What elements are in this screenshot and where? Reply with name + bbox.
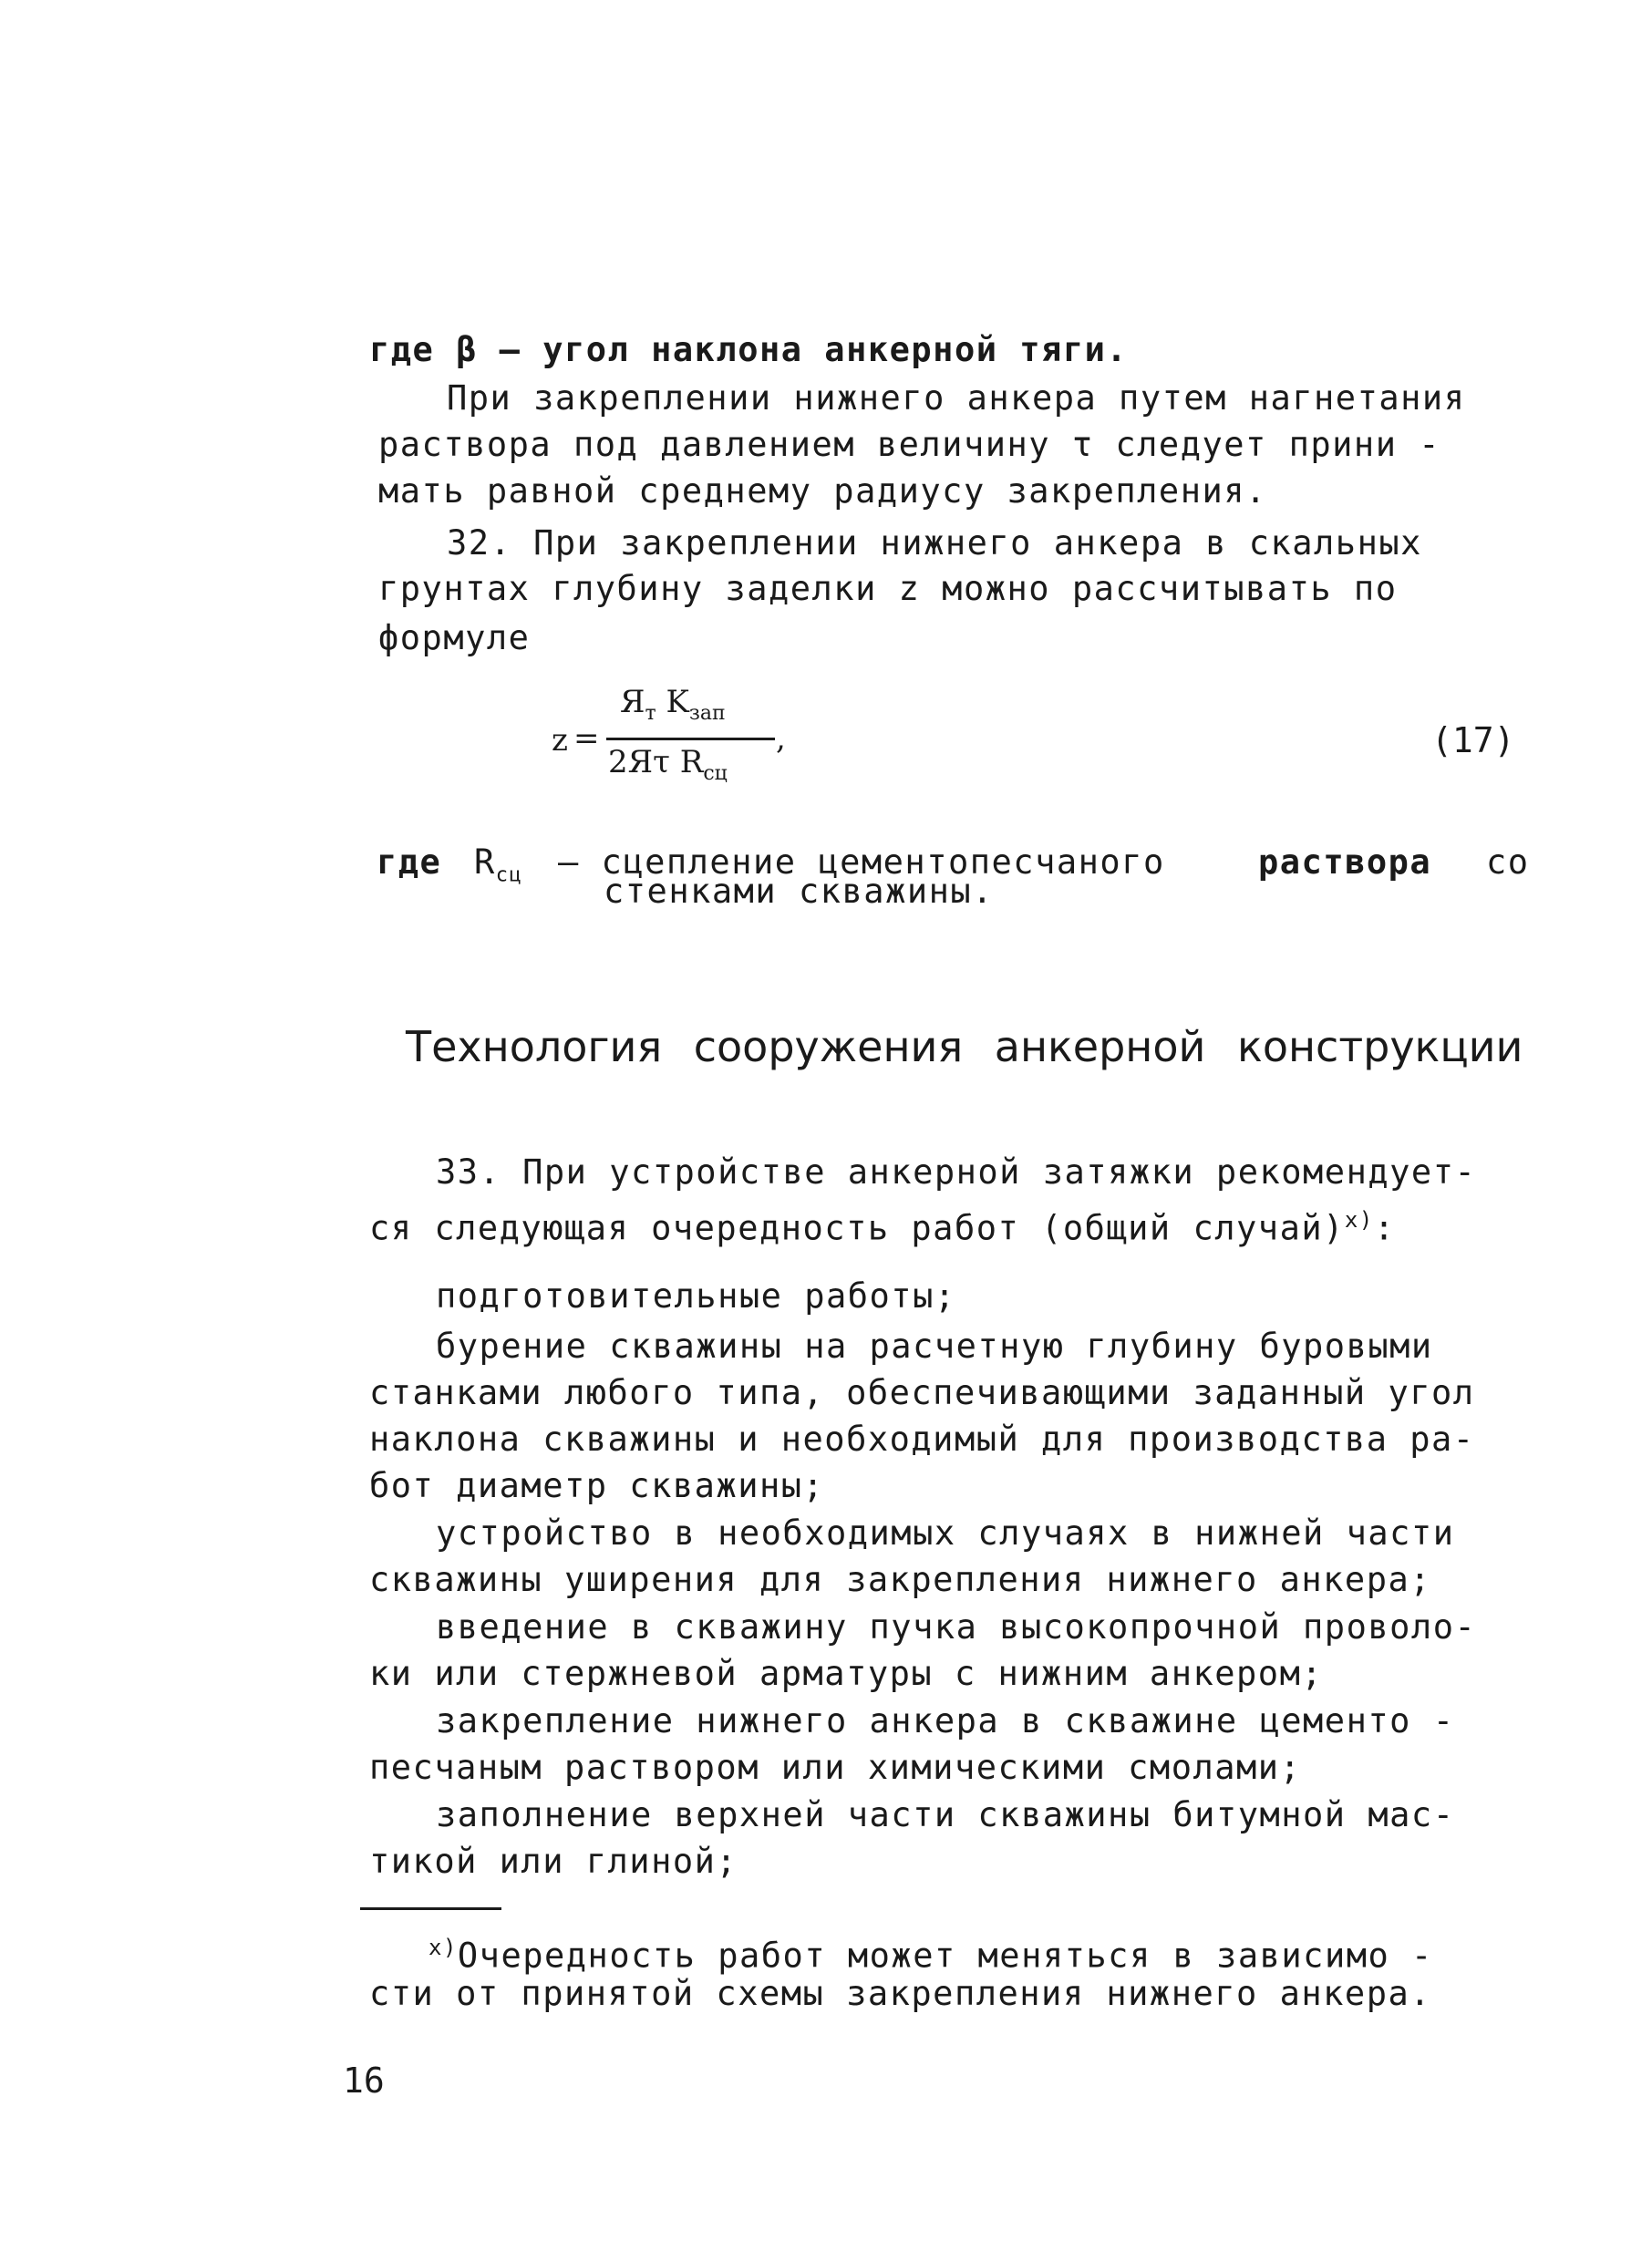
rsc-subscript: сц [495, 863, 523, 887]
numerator-k-subscript: зап [688, 701, 726, 725]
numerator-k: K [666, 684, 689, 720]
text-line: 33. При устройстве анкерной затяжки рекомендует- [436, 1152, 1477, 1192]
formula-17 [552, 684, 825, 802]
formula-denominator [608, 744, 728, 785]
text-line: со [1486, 842, 1530, 882]
text-line: где [377, 842, 442, 882]
text-line: заполнение верхней части скважины битумной мас- [436, 1795, 1455, 1834]
text-line: грунтах глубину заделки z можно рассчитывать по [378, 569, 1398, 608]
footnote-separator [360, 1907, 501, 1910]
text-span: : [1373, 1208, 1396, 1248]
denominator-main: 2Яτ R [608, 744, 704, 780]
text-line: ки или стержневой арматуры с нижним анкером; [369, 1654, 1324, 1693]
text-line: раствора [1258, 842, 1432, 882]
text-line: формуле [378, 618, 531, 657]
section-heading: Технология сооружения анкерной конструкции [406, 1022, 1523, 1071]
text-line: устройство в необходимых случаях в нижней части [436, 1513, 1455, 1553]
text-line: где β – угол наклона анкерной тяги. [369, 330, 1129, 369]
rsc-main: R [474, 842, 496, 882]
denominator-subscript: сц [703, 761, 728, 785]
text-line: бурение скважины на расчетную глубину буровыми [436, 1327, 1433, 1366]
text-line: бот диаметр скважины; [369, 1466, 825, 1505]
text-line: введение в скважину пучка высокопрочной проволо- [436, 1607, 1477, 1647]
formula-comma: , [776, 720, 786, 757]
text-span: Очередность работ может меняться в зависимо - [457, 1936, 1433, 1976]
formula-numerator [620, 684, 726, 725]
text-line: станками любого типа, обеспечивающими заданный угол [369, 1373, 1475, 1412]
text-line: 32. При закреплении нижнего анкера в скальных [447, 523, 1422, 563]
text-line: стенками скважины. [604, 872, 994, 911]
text-line: мать равной среднему радиусу закрепления. [378, 471, 1267, 511]
formula-lhs: z [552, 722, 568, 759]
text-line: песчаным раствором или химическими смолами; [369, 1748, 1302, 1787]
text-line: При закреплении нижнего анкера путем нагнетания [447, 378, 1466, 418]
text-line: закрепление нижнего анкера в скважине цементо - [436, 1701, 1455, 1740]
text-line: подготовительные работы; [436, 1276, 956, 1316]
text-span: ся следующая очередность работ (общий случай) [369, 1208, 1345, 1248]
fraction-bar [606, 738, 775, 740]
text-line: тикой или глиной; [369, 1842, 738, 1881]
rsc-symbol [474, 841, 522, 897]
numerator-subscript: т [645, 701, 656, 725]
text-line: наклона скважины и необходимый для производства ра- [369, 1420, 1475, 1459]
page-number: 16 [343, 2061, 385, 2101]
text-line: – сцепление цементопесчаного [558, 842, 1165, 882]
text-line: раствора под давлением величину τ следует прини - [378, 425, 1441, 464]
text-line [369, 1198, 1396, 1250]
footnote-marker: x) [428, 1935, 458, 1960]
formula-equals: = [573, 720, 600, 757]
footnote-reference: x) [1344, 1207, 1374, 1233]
equation-number: (17) [1431, 720, 1515, 760]
footnote-line: сти от принятой схемы закрепления нижнего анкера. [369, 1974, 1432, 2013]
text-line: скважины уширения для закрепления нижнего анкера; [369, 1560, 1432, 1599]
footnote-line [428, 1926, 1433, 1978]
numerator-symbol: Я [620, 684, 645, 720]
